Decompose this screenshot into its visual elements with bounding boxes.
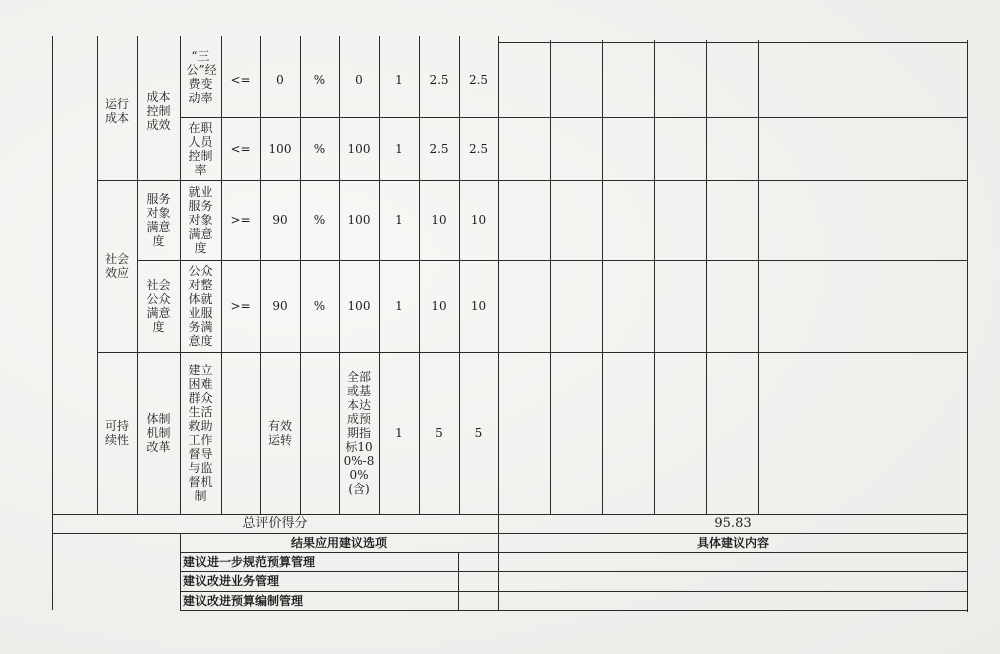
indicator-employment-satisfaction: 就业服务对象满意度 [188, 185, 213, 255]
row2-score-a: 2.5 [429, 141, 449, 156]
row4-score-a: 10 [431, 299, 447, 313]
advice-option-1: 建议进一步规范预算管理 [183, 554, 316, 569]
row5-score-b: 5 [474, 426, 483, 440]
row1-score-b: 2.5 [468, 72, 489, 87]
row5-operator [221, 352, 260, 514]
total-score-label: 总评价得分 [242, 515, 308, 531]
row2-target: 100 [268, 141, 292, 156]
row5-unit [300, 352, 339, 514]
row1-score-a: 2.5 [429, 72, 449, 87]
total-score-value: 95.83 [714, 515, 752, 531]
row3-unit: % [313, 213, 326, 227]
row1-unit: % [313, 72, 326, 87]
sub-service-satisfaction: 服务对象满意度 [146, 192, 171, 248]
row4-operator: >= [230, 299, 251, 313]
row2-operator: <= [230, 141, 251, 156]
advice-content-header: 具体建议内容 [696, 535, 769, 550]
row1-operator: <= [230, 72, 251, 87]
row1-actual: 0 [355, 72, 363, 87]
row4-score-b: 10 [470, 299, 487, 313]
advice-option-2: 建议改进业务管理 [183, 574, 280, 588]
row4-target: 90 [272, 299, 288, 313]
advice-options-header: 结果应用建议选项 [290, 535, 387, 550]
row3-weight: 1 [395, 213, 403, 227]
row2-score-b: 2.5 [468, 141, 489, 156]
grid-line [706, 40, 707, 514]
row1-weight: 1 [395, 72, 403, 87]
indicator-three-public-expense: “三公”经费变动率 [186, 48, 217, 105]
grid-line [602, 40, 603, 514]
grid-line [180, 610, 967, 611]
sub-institutional-reform: 体制机制改革 [146, 412, 171, 454]
indicator-public-satisfaction: 公众对整体就业服务满意度 [188, 264, 213, 348]
grid-line [458, 552, 459, 610]
grid-line [654, 40, 655, 514]
row3-score-a: 10 [431, 213, 447, 227]
row3-actual: 100 [347, 213, 371, 227]
row5-target: 有效运转 [267, 419, 292, 447]
indicator-supervision-mechanism: 建立困难群众生活救助工作督导与监督机制 [188, 363, 213, 503]
sub-public-satisfaction: 社会公众满意度 [146, 278, 171, 334]
row5-actual: 全部或基本达成预期指标100%-80%(含) [343, 370, 375, 496]
category-sustainability: 可持续性 [104, 419, 129, 447]
row4-weight: 1 [395, 299, 403, 313]
row5-weight: 1 [395, 426, 403, 440]
grid-line [550, 40, 551, 514]
grid-line [498, 42, 967, 43]
row2-unit: % [313, 141, 326, 156]
grid-line [758, 40, 759, 514]
row4-unit: % [313, 299, 326, 313]
row2-weight: 1 [395, 141, 403, 156]
row2-actual: 100 [347, 141, 371, 156]
category-social-effect: 社会效应 [104, 252, 129, 280]
category-operating-cost: 运行成本 [104, 97, 129, 125]
row3-target: 90 [272, 213, 288, 227]
sub-cost-control: 成本控制成效 [146, 90, 171, 132]
row3-score-b: 10 [470, 213, 487, 227]
row3-operator: >= [230, 213, 251, 227]
row1-target: 0 [276, 72, 284, 87]
row4-actual: 100 [347, 299, 371, 313]
advice-option-3: 建议改进预算编制管理 [183, 593, 304, 608]
row5-score-a: 5 [435, 426, 443, 440]
indicator-staff-control: 在职人员控制率 [188, 120, 213, 177]
